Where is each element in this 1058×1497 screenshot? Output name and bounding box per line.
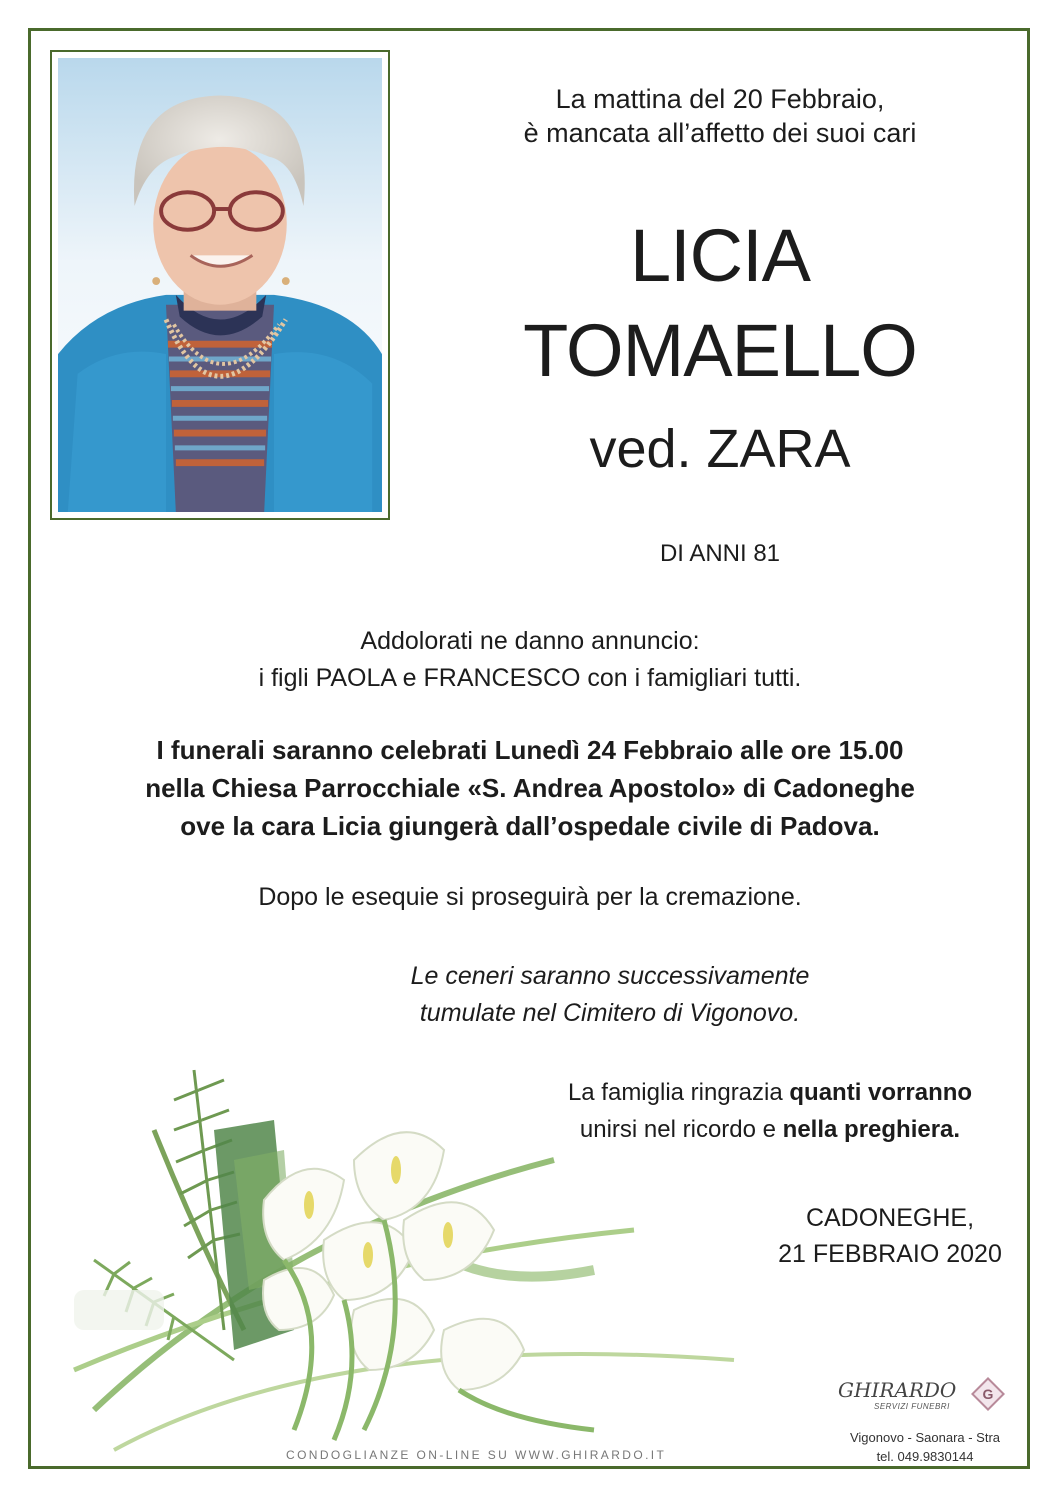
agency-logo [838, 1378, 1018, 1418]
agency-phone: tel. 049.9830144 [876, 1449, 974, 1464]
funeral-line-1: I funerali saranno celebrati Lunedì 24 Febbraio alle ore 15.00 [156, 735, 904, 765]
funeral-line-2: nella Chiesa Parrocchiale «S. Andrea Apostolo» di Cadoneghe [145, 773, 915, 803]
thanks-line-1 [470, 1074, 1058, 1111]
thanks-line-2 [470, 1111, 1058, 1148]
place: CADONEGHE, [805, 1204, 975, 1232]
age: DI ANNI 81 [659, 540, 781, 567]
thanks-line-1-normal: La famiglia ringrazia [567, 1079, 790, 1106]
cremation-note: Dopo le esequie si proseguirà per la cremazione. [258, 883, 802, 911]
intro-line-2: è mancata all’affetto dei suoi cari [523, 118, 917, 148]
place-date [760, 1200, 1020, 1272]
announcement-line-1: Addolorati ne danno annuncio: [360, 627, 700, 655]
last-name: TOMAELLO [523, 309, 917, 392]
ashes-line-1: Le ceneri saranno successivamente [410, 962, 810, 990]
widow-of: ved. ZARA [589, 419, 851, 479]
thanks-line-2-normal: unirsi nel ricordo e [579, 1116, 783, 1143]
thanks-note [470, 1074, 1058, 1148]
announcement-line-2: i figli PAOLA e FRANCESCO con i famigliari tutti. [258, 664, 802, 692]
agency-locations: Vigonovo - Saonara - Stra [849, 1430, 1001, 1445]
funeral-info [40, 731, 1020, 845]
ashes-line-2: tumulate nel Cimitero di Vigonovo. [419, 999, 801, 1027]
portrait-image [58, 58, 382, 512]
announcement [60, 623, 1000, 697]
thanks-line-1-bold: quanti vorranno [789, 1079, 973, 1106]
agency-mark-letter: G [982, 1386, 994, 1402]
funeral-line-3: ove la cara Licia giungerà dall’ospedale civile di Padova. [180, 811, 880, 841]
intro-line-1: La mattina del 20 Febbraio, [555, 84, 885, 114]
footer-condolences: CONDOGLIANZE ON-LINE SU WWW.GHIRARDO.IT [286, 1448, 667, 1462]
agency-mark-icon [971, 1377, 1005, 1411]
portrait-photo [50, 50, 390, 520]
first-name: LICIA [629, 214, 811, 297]
agency-name: GHIRARDO [838, 1378, 957, 1402]
intro-text [440, 82, 1000, 150]
ashes-note [330, 958, 890, 1032]
thanks-line-2-bold: nella preghiera. [782, 1116, 961, 1143]
agency-tagline: SERVIZI FUNEBRI [874, 1402, 950, 1411]
date: 21 FEBBRAIO 2020 [778, 1240, 1002, 1268]
